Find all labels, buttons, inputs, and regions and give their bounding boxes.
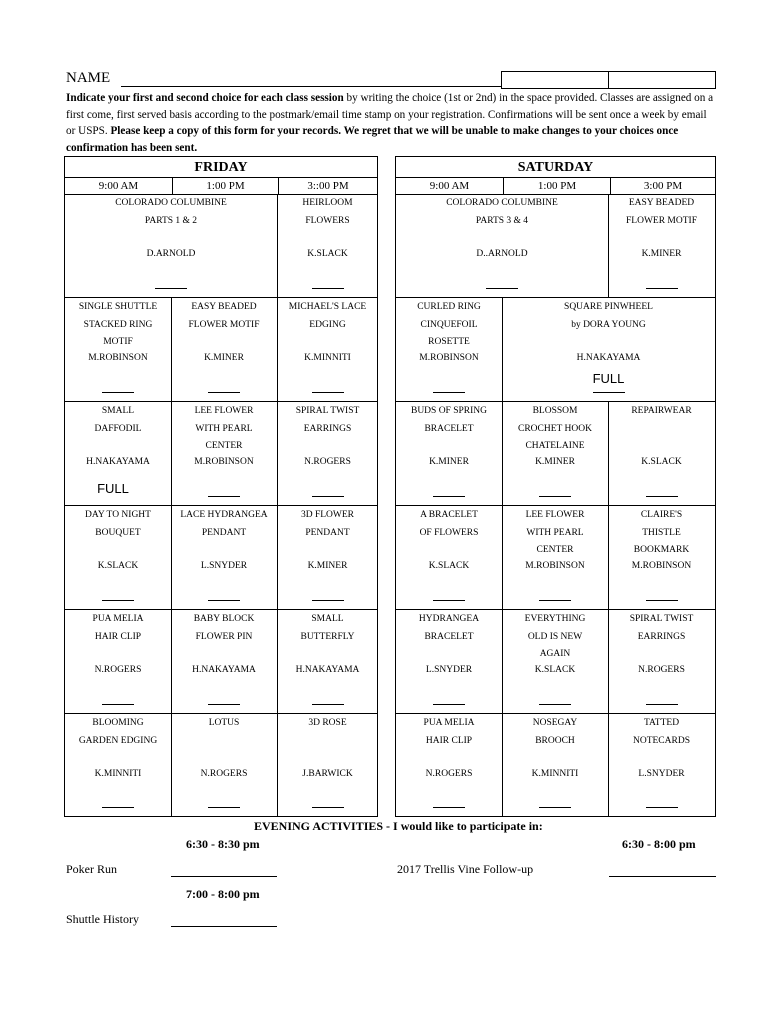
evening-title: EVENING ACTIVITIES - I would like to participate in: — [254, 819, 543, 833]
choice-blank[interactable] — [102, 807, 134, 808]
name-label: NAME — [66, 70, 111, 86]
choice-blank[interactable] — [312, 704, 344, 705]
name-box-2[interactable] — [608, 71, 716, 89]
activity-poker-run: Poker Run — [66, 862, 117, 876]
choice-blank[interactable] — [539, 704, 571, 705]
class-title-line-2: EDGING — [309, 319, 346, 330]
class-title-line-1: PUA MELIA — [423, 718, 475, 728]
class-cell — [171, 506, 278, 610]
class-cell — [171, 714, 278, 816]
class-title-line-1: NOSEGAY — [532, 718, 578, 728]
class-title-line-1: EASY BEADED — [628, 198, 695, 208]
class-cell — [608, 194, 715, 298]
choice-blank[interactable] — [433, 496, 465, 497]
class-title-line-1: SPIRAL TWIST — [295, 406, 360, 416]
class-title-line-3: BOOKMARK — [633, 545, 690, 555]
class-title-line-1: SINGLE SHUTTLE — [78, 302, 158, 312]
class-instructor: K.MINER — [641, 249, 682, 259]
class-title-line-1: COLORADO COLUMBINE — [115, 198, 227, 208]
full-label: FULL — [97, 481, 129, 496]
choice-blank[interactable] — [539, 496, 571, 497]
choice-blank[interactable] — [646, 807, 678, 808]
choice-blank[interactable] — [486, 288, 518, 289]
instructions-text: by writing the choice (1st or 2nd) in the space provided. Classes are assigned on a first come, first served basis according to the postmark/email time stamp on your registration. Confirmations will be sent once a week by email or USPS. — [66, 92, 714, 137]
class-title-line-1: SQUARE PINWHEEL — [564, 302, 653, 312]
class-title-line-2: BUTTERFLY — [300, 631, 355, 642]
class-instructor: M.ROBINSON — [88, 353, 148, 363]
class-title-line-2: BRACELET — [424, 631, 474, 642]
choice-blank[interactable] — [646, 288, 678, 289]
class-title-line-1: LEE FLOWER — [194, 406, 254, 416]
class-cell — [65, 714, 172, 816]
choice-blank[interactable] — [539, 600, 571, 601]
class-title-line-1: REPAIRWEAR — [631, 406, 692, 416]
class-cell — [171, 402, 278, 506]
class-title-line-2: FLOWER PIN — [195, 631, 253, 642]
class-cell — [277, 402, 378, 506]
instructions-paragraph — [66, 90, 716, 156]
activity-shuttle-history: Shuttle History — [66, 912, 140, 926]
class-title-line-1: BABY BLOCK — [193, 614, 255, 624]
class-title-line-2: CROCHET HOOK — [518, 423, 592, 434]
class-title-line-1: CLAIRE'S — [640, 510, 683, 520]
choice-blank[interactable] — [539, 807, 571, 808]
evening-time-b: 6:30 - 8:00 pm — [622, 837, 696, 851]
class-cell — [65, 610, 172, 714]
friday-time-1: 9:00 AM — [98, 180, 139, 192]
class-title-line-1: 3D ROSE — [308, 718, 347, 728]
class-instructor: K.MINER — [429, 457, 469, 467]
choice-blank[interactable] — [208, 600, 240, 601]
class-title-line-1: HEIRLOOM — [302, 198, 353, 208]
class-instructor: K.MINNITI — [94, 769, 142, 779]
choice-blank[interactable] — [433, 807, 465, 808]
class-cell — [502, 714, 609, 816]
class-instructor: K.MINER — [307, 561, 348, 571]
class-title-line-2: WITH PEARL — [195, 423, 253, 434]
class-title-line-1: LACE HYDRANGEA — [180, 510, 268, 520]
class-instructor: H.NAKAYAMA — [576, 353, 641, 363]
class-instructor: K.MINNITI — [531, 769, 579, 779]
class-title-line-2: HAIR CLIP — [425, 735, 473, 746]
choice-blank[interactable] — [102, 392, 134, 393]
class-title-line-1: EVERYTHING — [524, 614, 586, 624]
class-instructor: K.MINER — [535, 457, 575, 467]
class-title-line-1: EASY BEADED — [191, 302, 257, 312]
class-title-line-2: by DORA YOUNG — [571, 319, 646, 330]
choice-blank[interactable] — [102, 600, 134, 601]
class-title-line-2: WITH PEARL — [526, 527, 584, 538]
class-title-line-2: BOUQUET — [95, 527, 141, 538]
class-title-line-1: MICHAEL'S LACE — [288, 302, 367, 312]
class-cell — [396, 194, 609, 298]
class-instructor: K.SLACK — [97, 561, 139, 571]
class-title-line-2: BRACELET — [424, 423, 474, 434]
class-cell — [608, 506, 715, 610]
friday-time-2: 1:00 PM — [172, 178, 278, 194]
class-instructor: L.SNYDER — [638, 769, 685, 779]
class-cell — [502, 298, 715, 402]
class-cell — [65, 298, 172, 402]
class-instructor: J.BARWICK — [302, 769, 353, 779]
choice-blank[interactable] — [646, 600, 678, 601]
class-title-line-1: BLOOMING — [92, 718, 144, 728]
class-instructor: M.ROBINSON — [525, 561, 585, 571]
class-instructor: L.SNYDER — [200, 561, 248, 571]
class-title-line-1: BLOSSOM — [532, 406, 578, 416]
class-cell — [608, 714, 715, 816]
class-instructor: K.SLACK — [428, 561, 470, 571]
class-title-line-1: SMALL — [311, 614, 344, 624]
class-cell — [277, 194, 378, 298]
class-cell — [502, 610, 609, 714]
class-title-line-2: THISTLE — [642, 527, 681, 538]
class-title-line-3: CENTER — [205, 441, 243, 451]
choice-blank[interactable] — [312, 807, 344, 808]
class-title-line-1: A BRACELET — [420, 510, 478, 520]
class-title-line-2: PARTS 3 & 4 — [475, 215, 529, 226]
class-cell — [396, 714, 503, 816]
instructions-bold-1: Indicate your first and second choice for each class session — [66, 92, 344, 104]
class-title-line-2: OF FLOWERS — [419, 527, 479, 538]
class-title-line-2: GARDEN EDGING — [78, 735, 158, 746]
shuttle-history-blank[interactable] — [171, 926, 277, 927]
choice-blank[interactable] — [433, 704, 465, 705]
class-title-line-1: 3D FLOWER — [300, 510, 355, 520]
class-title-line-3: MOTIF — [103, 337, 133, 347]
class-title-line-2: BROOCH — [535, 735, 575, 746]
choice-blank[interactable] — [433, 600, 465, 601]
instructions-bold-2: Please keep a copy of this form for your records. We regret that we will be unable to make changes to your choices once confirmation has been sent. — [66, 125, 679, 154]
choice-blank[interactable] — [208, 807, 240, 808]
class-title-line-2: STACKED RING — [83, 319, 153, 330]
choice-blank[interactable] — [312, 496, 344, 497]
choice-blank[interactable] — [593, 392, 625, 393]
poker-run-blank[interactable] — [171, 876, 277, 877]
saturday-time-3: 3:00 PM — [610, 178, 715, 194]
choice-blank[interactable] — [312, 392, 344, 393]
class-instructor: K.SLACK — [534, 665, 576, 675]
friday-time-3: 3::00 PM — [278, 178, 377, 194]
class-cell — [608, 402, 715, 506]
class-instructor: L.SNYDER — [425, 665, 473, 675]
class-cell — [502, 506, 609, 610]
choice-blank[interactable] — [312, 288, 344, 289]
class-cell — [171, 298, 278, 402]
friday-times — [65, 178, 377, 195]
class-cell — [171, 610, 278, 714]
class-instructor: H.NAKAYAMA — [192, 665, 256, 675]
class-title-line-3: CENTER — [536, 545, 574, 555]
class-title-line-2: FLOWER MOTIF — [626, 215, 697, 226]
class-instructor: N.ROGERS — [304, 457, 351, 467]
class-instructor: K.MINNITI — [304, 353, 351, 363]
activity-trellis-vine: 2017 Trellis Vine Follow-up — [397, 862, 534, 876]
class-cell — [396, 610, 503, 714]
class-instructor: M.ROBINSON — [194, 457, 254, 467]
full-label: FULL — [592, 371, 625, 386]
class-title-line-2: OLD IS NEW — [527, 631, 583, 642]
class-title-line-1: BUDS OF SPRING — [410, 406, 488, 416]
class-cell — [65, 506, 172, 610]
choice-blank[interactable] — [312, 600, 344, 601]
saturday-times — [396, 178, 715, 195]
class-instructor: K.MINER — [204, 353, 244, 363]
class-title-line-2: EARRINGS — [637, 631, 686, 642]
class-title-line-1: SMALL — [101, 406, 135, 416]
choice-blank[interactable] — [433, 392, 465, 393]
class-title-line-2: EARRINGS — [303, 423, 352, 434]
class-title-line-1: TATTED — [643, 718, 680, 728]
class-instructor: H.NAKAYAMA — [86, 457, 150, 467]
class-cell — [277, 298, 378, 402]
saturday-time-2: 1:00 PM — [503, 178, 610, 194]
class-title-line-2: PENDANT — [305, 527, 350, 538]
class-cell — [277, 714, 378, 816]
choice-blank[interactable] — [646, 496, 678, 497]
class-title-line-1: LOTUS — [208, 718, 240, 728]
friday-title: FRIDAY — [65, 157, 377, 178]
class-instructor: D.ARNOLD — [146, 249, 196, 259]
class-cell — [65, 402, 172, 506]
class-title-line-3: AGAIN — [539, 649, 571, 659]
class-cell — [396, 506, 503, 610]
saturday-time-1: 9:00 AM — [429, 180, 470, 192]
name-box-1[interactable] — [501, 71, 609, 89]
class-cell — [65, 194, 278, 298]
class-title-line-2: DAFFODIL — [94, 423, 142, 434]
class-title-line-1: COLORADO COLUMBINE — [446, 198, 558, 208]
evening-time-a: 6:30 - 8:30 pm — [186, 837, 260, 851]
class-instructor: K.SLACK — [641, 457, 682, 467]
trellis-vine-blank[interactable] — [609, 876, 716, 877]
class-title-line-1: HYDRANGEA — [418, 614, 480, 624]
class-cell — [396, 402, 503, 506]
name-field[interactable] — [121, 86, 501, 87]
choice-blank[interactable] — [102, 704, 134, 705]
class-cell — [502, 402, 609, 506]
class-title-line-1: PUA MELIA — [92, 614, 144, 624]
class-instructor: N.ROGERS — [94, 665, 142, 675]
class-instructor: D..ARNOLD — [476, 249, 528, 259]
class-title-line-2: HAIR CLIP — [94, 631, 142, 642]
class-title-line-2: CINQUEFOIL — [420, 319, 478, 330]
class-title-line-1: SPIRAL TWIST — [629, 614, 694, 624]
choice-blank[interactable] — [208, 392, 240, 393]
choice-blank[interactable] — [208, 496, 240, 497]
class-title-line-2: FLOWERS — [305, 215, 350, 226]
class-title-line-2: PENDANT — [201, 527, 247, 538]
class-cell — [608, 610, 715, 714]
class-instructor: N.ROGERS — [425, 769, 473, 779]
class-title-line-3: CHATELAINE — [525, 441, 585, 451]
class-cell — [277, 506, 378, 610]
class-cell — [277, 610, 378, 714]
saturday-title: SATURDAY — [396, 157, 715, 178]
class-title-line-3: ROSETTE — [428, 337, 470, 347]
class-instructor: M.ROBINSON — [419, 353, 479, 363]
class-title-line-1: CURLED RING — [417, 302, 481, 312]
class-instructor: H.NAKAYAMA — [295, 665, 360, 675]
class-title-line-2: NOTECARDS — [632, 735, 690, 746]
evening-time-c: 7:00 - 8:00 pm — [186, 887, 260, 901]
class-title-line-1: DAY TO NIGHT — [85, 510, 151, 520]
class-title-line-2: FLOWER MOTIF — [188, 319, 260, 330]
class-instructor: K.SLACK — [307, 249, 348, 259]
choice-blank[interactable] — [646, 704, 678, 705]
class-cell — [396, 298, 503, 402]
class-title-line-1: LEE FLOWER — [525, 510, 585, 520]
class-instructor: M.ROBINSON — [631, 561, 692, 571]
choice-blank[interactable] — [155, 288, 187, 289]
class-title-line-2: PARTS 1 & 2 — [144, 215, 198, 226]
class-instructor: N.ROGERS — [638, 665, 685, 675]
choice-blank[interactable] — [208, 704, 240, 705]
class-instructor: N.ROGERS — [200, 769, 248, 779]
